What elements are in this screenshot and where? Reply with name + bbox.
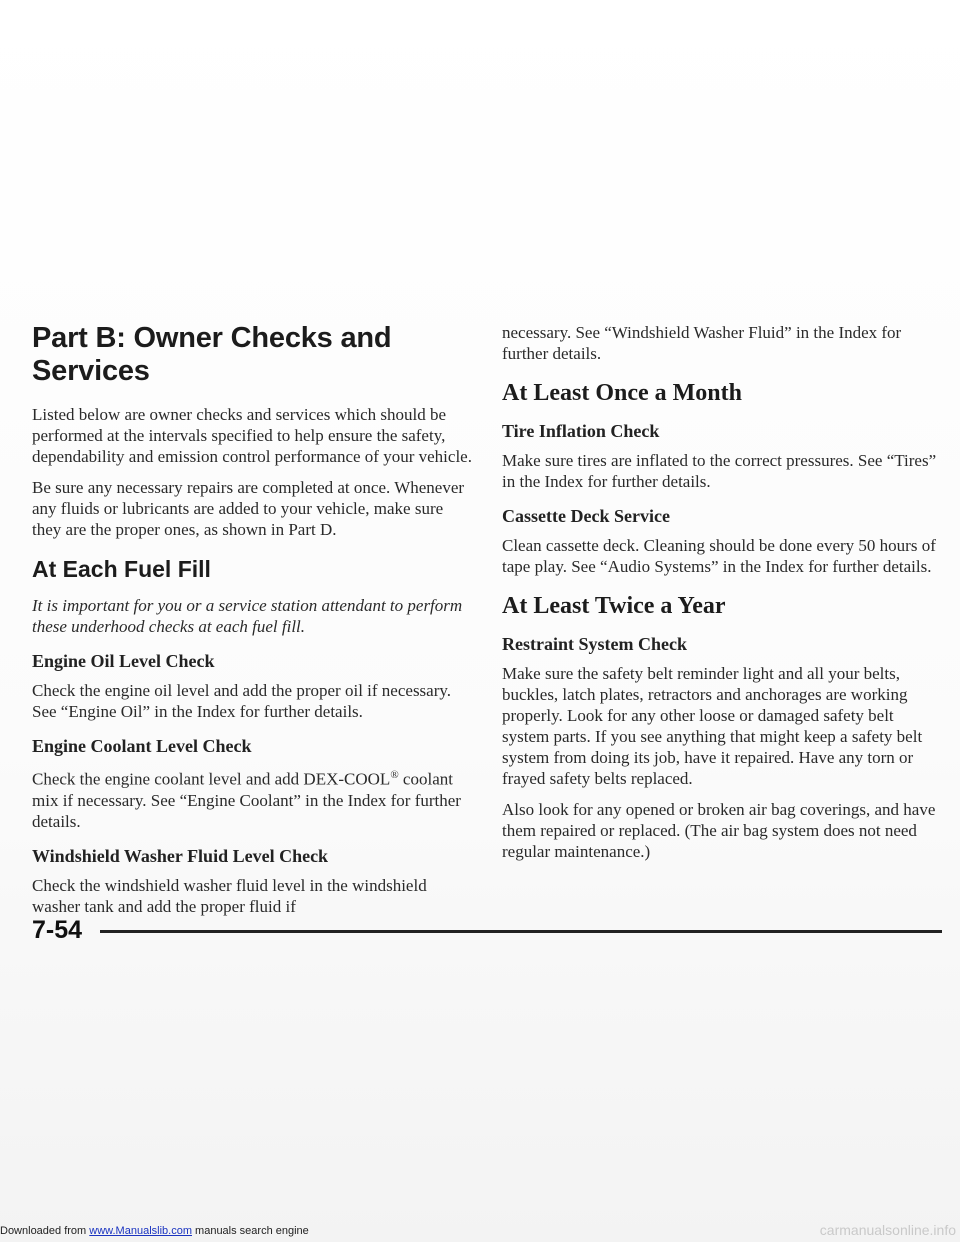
section-heading-monthly: At Least Once a Month — [502, 380, 742, 406]
page-number: 7-54 — [32, 916, 83, 944]
subheading-washer-fluid: Windshield Washer Fluid Level Check — [32, 845, 329, 866]
manualslib-link[interactable]: www.Manualslib.com — [89, 1225, 192, 1237]
subheading-engine-oil: Engine Oil Level Check — [32, 651, 215, 671]
download-source-line — [0, 1225, 309, 1237]
page-footer — [32, 916, 942, 946]
subheading-cassette-deck: Cassette Deck Service — [502, 506, 670, 526]
coolant-text-part-2: coolant mix if necessary. See “Engine Coolant” in the Index for further details. — [32, 769, 461, 831]
download-suffix: manuals search engine — [191, 1225, 309, 1237]
coolant-text-part-1: Check the engine coolant level and add DEX-COOL — [32, 769, 391, 789]
tire-inflation-text: Make sure tires are inflated to the correct pressures. See “Tires” in the Index for further details. — [502, 451, 937, 491]
subheading-tire-inflation: Tire Inflation Check — [502, 421, 660, 441]
engine-coolant-text — [32, 765, 472, 832]
page-title: Part B: Owner Checks and Services — [32, 322, 392, 387]
left-column — [32, 322, 472, 927]
washer-fluid-text: Check the windshield washer fluid level in the windshield washer tank and add the proper fluid if — [32, 875, 427, 916]
right-column — [502, 322, 942, 872]
watermark: carmanualsonline.info — [819, 1222, 956, 1238]
section-heading-fuel-fill: At Each Fuel Fill — [32, 556, 211, 582]
registered-mark: ® — [390, 769, 399, 781]
washer-fluid-text-continued: necessary. See “Windshield Washer Fluid” in the Index for further details. — [502, 323, 902, 363]
subheading-restraint-system: Restraint System Check — [502, 634, 687, 654]
subheading-engine-coolant: Engine Coolant Level Check — [32, 736, 252, 756]
fuel-fill-note: It is important for you or a service station attendant to perform these underhood checks at each fuel fill. — [32, 596, 463, 636]
section-heading-twice-yearly: At Least Twice a Year — [502, 593, 726, 619]
cassette-deck-text: Clean cassette deck. Cleaning should be done every 50 hours of tape play. See “Audio Systems” in the Index for further details. — [502, 536, 936, 576]
intro-paragraph-2: Be sure any necessary repairs are completed at once. Whenever any fluids or lubricants are added to your vehicle, make sure they are the proper ones, as shown in Part D. — [32, 478, 465, 539]
restraint-system-text-1: Make sure the safety belt reminder light and all your belts, buckles, latch plates, retractors and anchorages are working properly. Look for any other loose or damaged safety belt system parts. If you see anything that might keep a safety belt system from doing its job, have it repaired. Have any torn or frayed safety belts replaced. — [502, 664, 923, 788]
engine-oil-text: Check the engine oil level and add the proper oil if necessary. See “Engine Oil” in the Index for further details. — [32, 681, 452, 721]
restraint-system-text-2: Also look for any opened or broken air bag coverings, and have them repaired or replaced. (The air bag system does not need regular maintenance.) — [502, 800, 936, 861]
footer-rule — [100, 930, 942, 933]
intro-paragraph-1: Listed below are owner checks and services which should be performed at the intervals specified to help ensure the safety, dependability and emission control performance of your vehicle. — [32, 405, 472, 466]
download-prefix: Downloaded from — [0, 1225, 90, 1237]
